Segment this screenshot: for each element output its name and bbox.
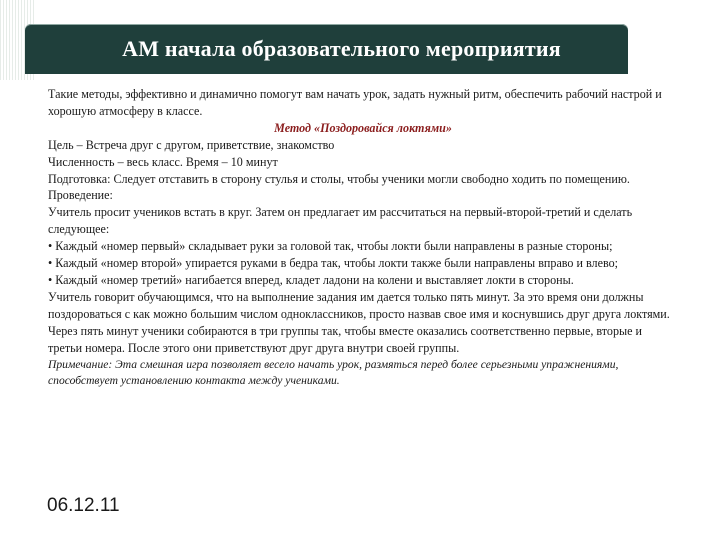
procedure-paragraph: Учитель просит учеников встать в круг. Затем он предлагает им рассчитаться на первый-второй-третий и сделать следующее: bbox=[48, 205, 633, 237]
preparation-paragraph: Подготовка: Следует отставить в сторону стулья и столы, чтобы ученики могли свободно ходить по помещению. bbox=[48, 171, 630, 186]
slide-title-bar bbox=[25, 24, 628, 74]
slide-title: АМ начала образовательного мероприятия bbox=[122, 36, 561, 61]
bullet-third: • Каждый «номер третий» нагибается вперед, кладет ладони на колени и выставляет локти в стороны. bbox=[48, 272, 574, 287]
intro-paragraph: Такие методы, эффективно и динамично помогут вам начать урок, задать нужный ритм, обеспечить рабочий настрой и хорошую атмосферу в классе. bbox=[48, 87, 662, 118]
method-heading: Метод «Поздоровайся локтями» bbox=[274, 120, 452, 135]
bullet-second: • Каждый «номер второй» упирается руками в бедра так, чтобы локти также были направлены вправо и влево; bbox=[48, 256, 618, 271]
grouping-paragraph: Через пять минут ученики собираются в три группы так, чтобы вместе оказались соответственно первые, вторые и третьи номера. После этого они приветствуют друг друга внутри своей группы. bbox=[48, 323, 643, 355]
size-time-line: Численность – весь класс. Время – 10 минут bbox=[48, 154, 278, 169]
goal-line: Цель – Встреча друг с другом, приветствие, знакомство bbox=[48, 137, 335, 152]
slide-date: 06.12.11 bbox=[47, 495, 120, 516]
note-paragraph: Примечание: Эта смешная игра позволяет весело начать урок, размяться перед более серьезными упражнениями, способствует установлению контакта между учениками. bbox=[48, 357, 619, 388]
bullet-first: • Каждый «номер первый» складывает руки за головой так, чтобы локти были направлены в разные стороны; bbox=[48, 239, 613, 254]
slide-body bbox=[48, 86, 678, 390]
procedure-label: Проведение: bbox=[48, 188, 113, 203]
instruction-paragraph: Учитель говорит обучающимся, что на выполнение задания им дается только пять минут. За это время они должны поздороваться с как можно большим числом одноклассников, просто назвав свое имя и коснувшись друг друга локтями. bbox=[48, 289, 670, 321]
